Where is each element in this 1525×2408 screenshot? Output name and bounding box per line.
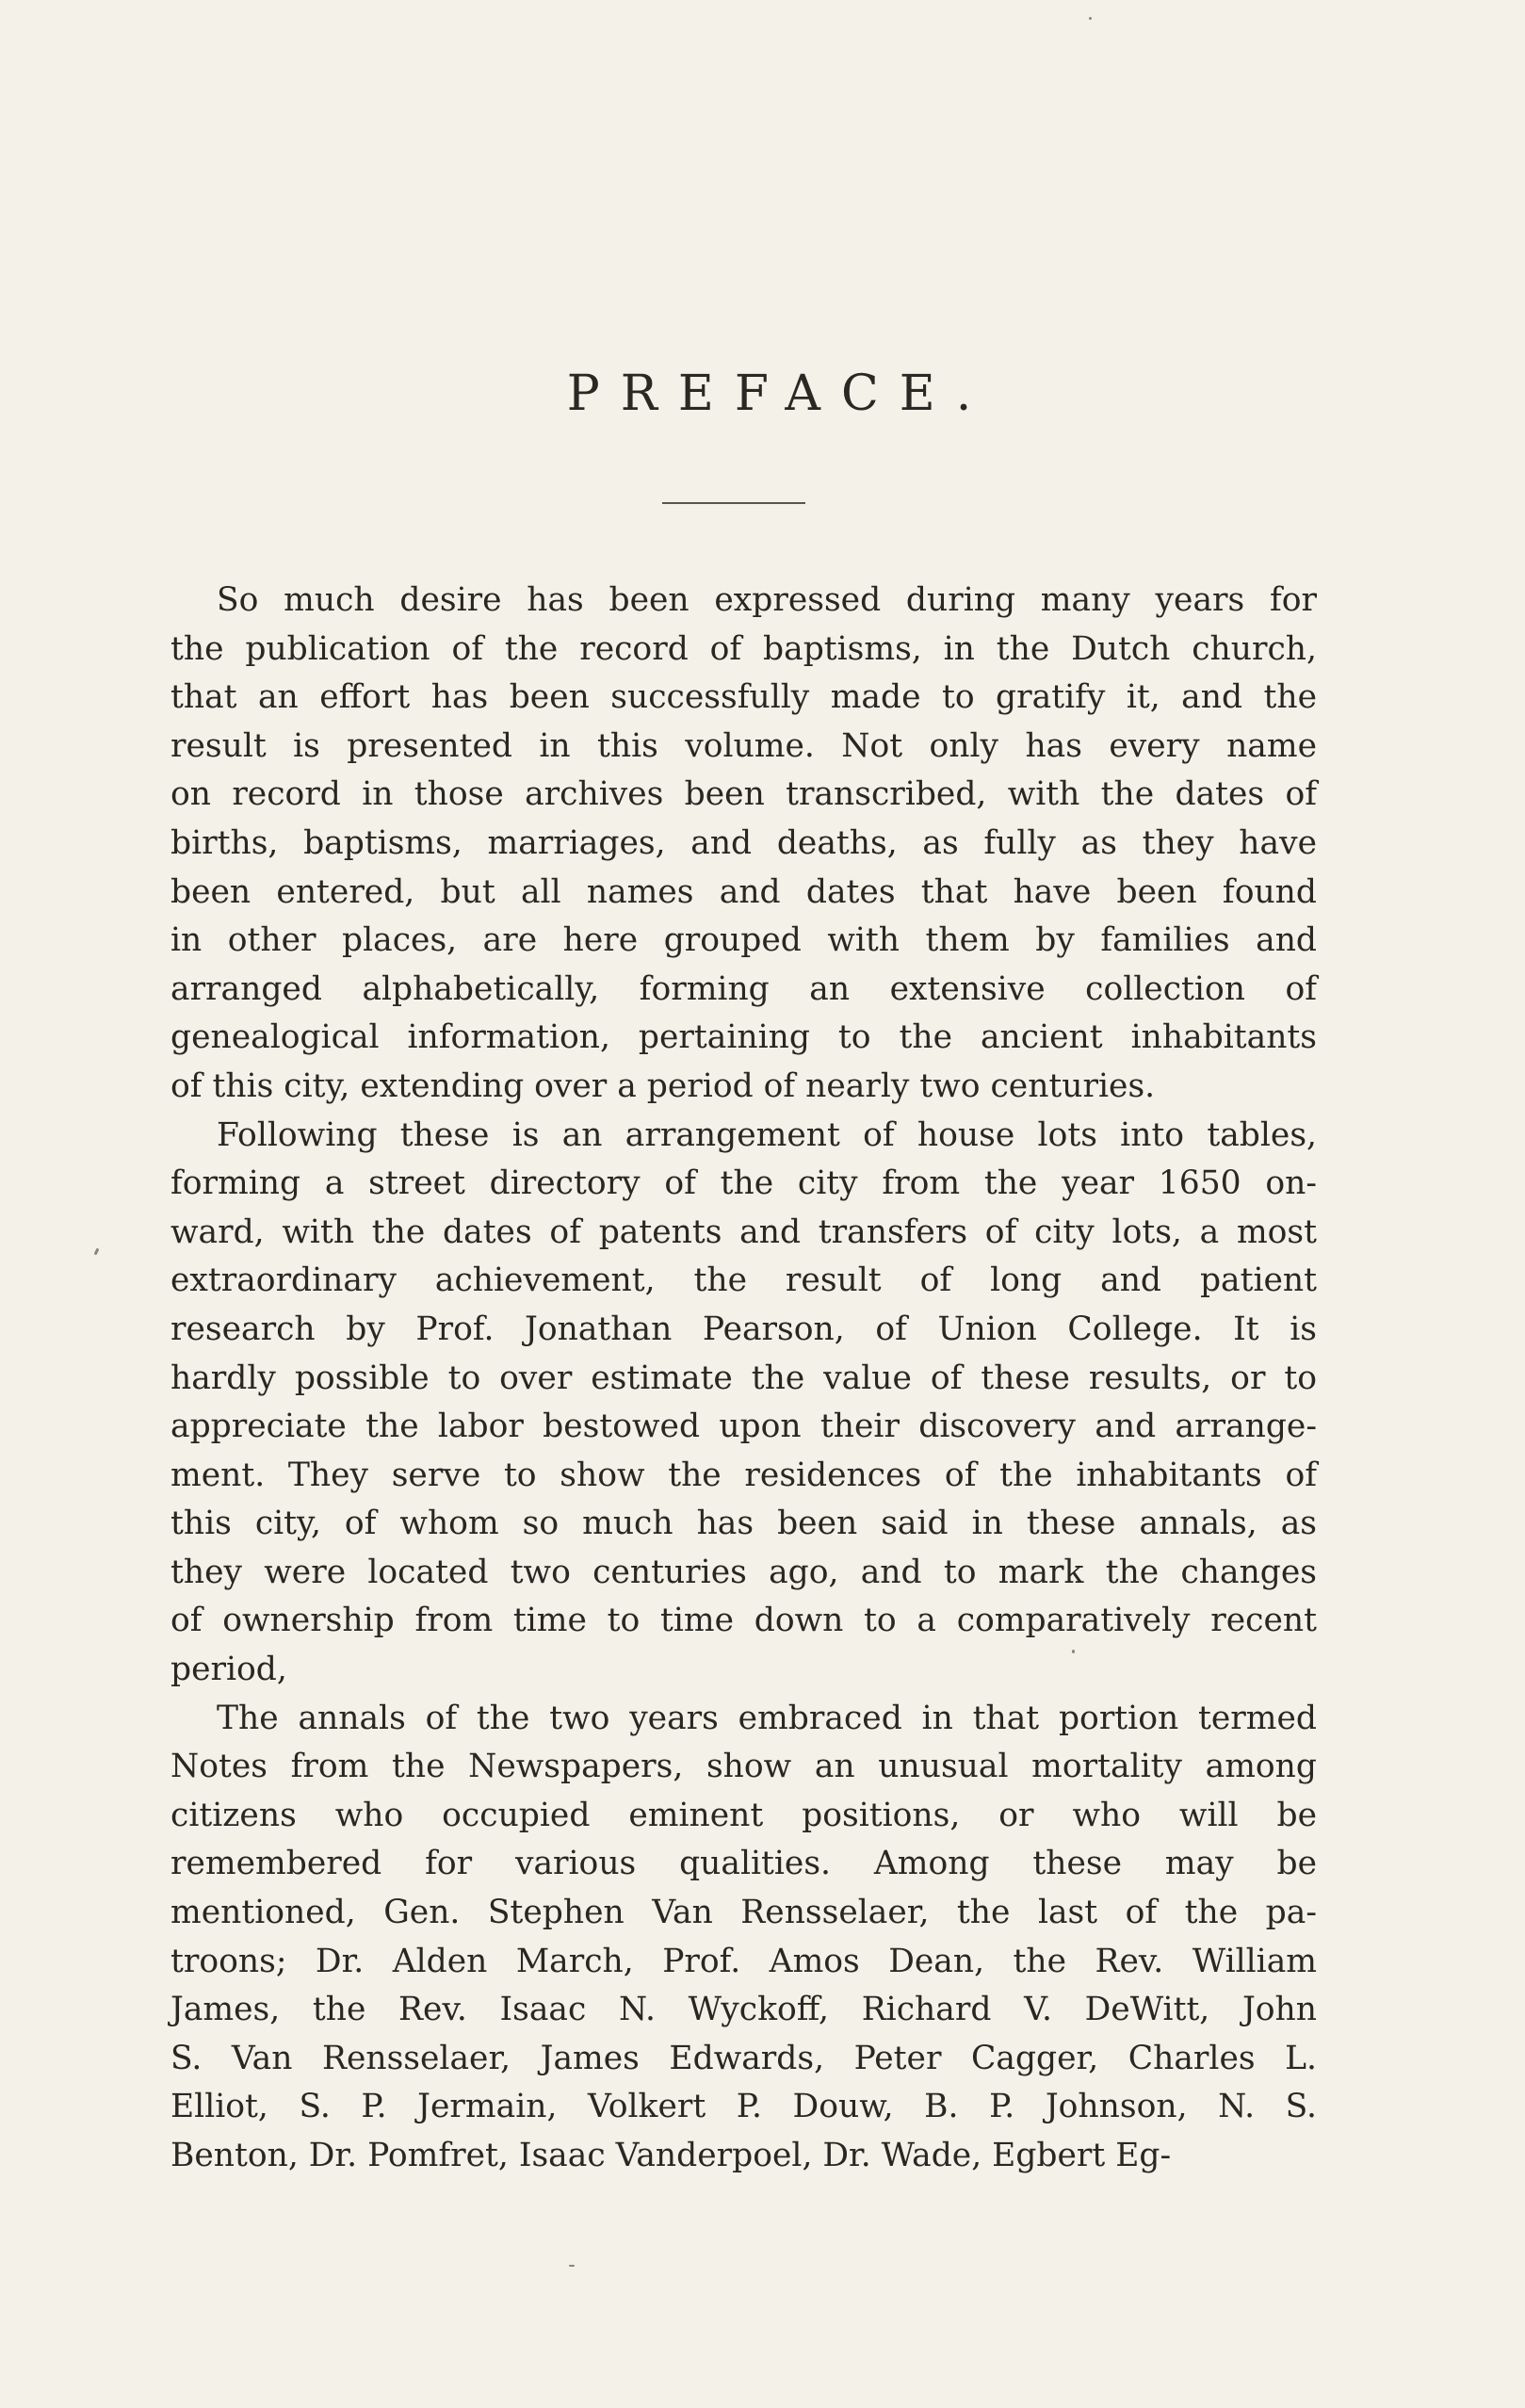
paper-speck [1072, 1650, 1075, 1653]
text-line: on record in those archives been transcribed, with the dates of [170, 775, 1317, 814]
text-line: of this city, extending over a period of nearly two centuries. [170, 1066, 1156, 1105]
text-line: Elliot, S. P. Jermain, Volkert P. Douw, B. P. Johnson, N. S. [170, 2088, 1317, 2126]
text-line: this city, of whom so much has been said in these annals, as [170, 1505, 1317, 1543]
text-line: arranged alphabetically, forming an extensive collection of [170, 969, 1317, 1008]
text-line: James, the Rev. Isaac N. Wyckoff, Richard V. DeWitt, John [170, 1991, 1317, 2029]
text-line: So much desire has been expressed during many years for [217, 581, 1317, 619]
text-line: extraordinary achievement, the result of long and patient [170, 1261, 1317, 1300]
page-title: PREFACE. [566, 366, 993, 422]
text-line: in other places, are here grouped with them by families and [170, 921, 1317, 960]
paper-speck [94, 1248, 100, 1256]
text-line: Following these is an arrangement of house lots into tables, [217, 1115, 1317, 1154]
text-line: Benton, Dr. Pomfret, Isaac Vanderpoel, Dr. Wade, Egbert Eg- [170, 2137, 1172, 2174]
paragraph [170, 577, 1317, 1112]
text-line: citizens who occupied eminent positions, or who will be [170, 1796, 1317, 1834]
text-line: ward, with the dates of patents and transfers of city lots, a most [170, 1212, 1317, 1251]
paper-speck [569, 2265, 575, 2267]
text-line: been entered, but all names and dates that have been found [170, 872, 1317, 911]
text-line: they were located two centuries ago, and to mark the changes [170, 1553, 1317, 1591]
text-line: appreciate the labor bestowed upon their discovery and arrange- [170, 1407, 1317, 1446]
text-line: ment. They serve to show the residences of the inhabitants of [170, 1456, 1317, 1494]
text-line: of ownership from time to time down to a comparatively recent [170, 1602, 1317, 1640]
paragraph [170, 1695, 1317, 2181]
text-line: S. Van Rensselaer, James Edwards, Peter Cagger, Charles L. [170, 2039, 1317, 2077]
text-line: the publication of the record of baptisms, in the Dutch church, [170, 629, 1317, 668]
text-line: hardly possible to over estimate the value of these results, or to [170, 1359, 1317, 1397]
text-line: genealogical information, pertaining to the ancient inhabitants [170, 1018, 1317, 1057]
text-line: troons; Dr. Alden March, Prof. Amos Dean, the Rev. William [170, 1942, 1317, 1980]
text-line: forming a street directory of the city from the year 1650 on- [170, 1164, 1317, 1203]
preface-body [170, 577, 1317, 2181]
title-rule [662, 502, 805, 504]
text-line: result is presented in this volume. Not only has every name [170, 726, 1317, 765]
text-line: The annals of the two years embraced in that portion termed [217, 1699, 1317, 1737]
text-line: that an effort has been successfully made to gratify it, and the [170, 678, 1317, 717]
text-line: births, baptisms, marriages, and deaths, as fully as they have [170, 823, 1317, 862]
text-line: research by Prof. Jonathan Pearson, of Union College. It is [170, 1310, 1317, 1348]
text-line: mentioned, Gen. Stephen Van Rensselaer, the last of the pa- [170, 1894, 1317, 1932]
text-line: Notes from the Newspapers, show an unusual mortality among [170, 1748, 1317, 1786]
text-line: remembered for various qualities. Among these may be [170, 1845, 1317, 1883]
paragraph [170, 1112, 1317, 1695]
paper-speck [1089, 17, 1092, 20]
text-line: period, [170, 1651, 287, 1689]
